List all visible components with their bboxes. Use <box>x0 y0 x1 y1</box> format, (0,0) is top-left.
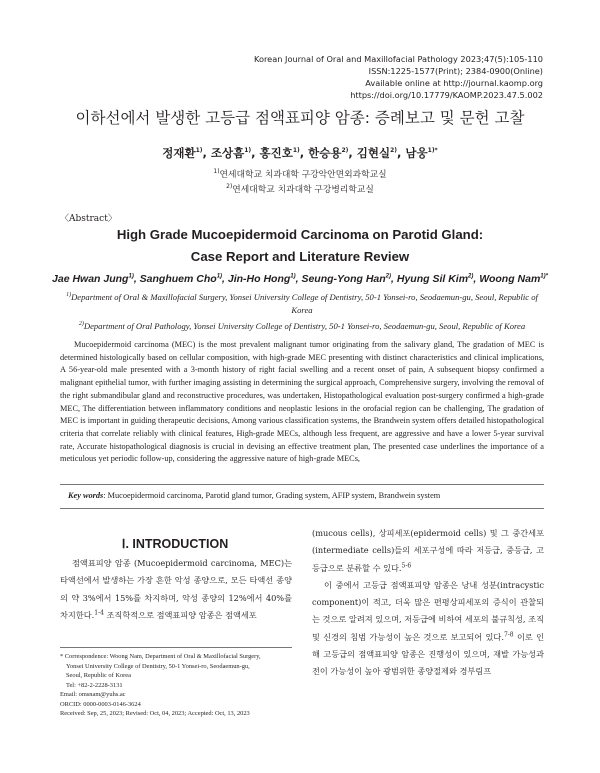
author-sup: 2) <box>468 273 474 280</box>
paragraph <box>312 525 544 577</box>
affiliation-text: Department of Oral Pathology, Yonsei University College of Dentistry, 50-1 Yonsei-ro, Seodaemun-gu, Seoul, Republic of Korea <box>83 321 526 331</box>
footnote-rule <box>60 647 292 648</box>
author-name: 조상흠 <box>210 146 245 160</box>
footnote-line: Yonsei University College of Dentistry, 50-1 Yonsei-ro, Seodaemun-gu, <box>66 662 250 670</box>
affiliation-sup: 1) <box>213 168 220 176</box>
journal-issn: ISSN:1225-1577(Print); 2384-0900(Online) <box>368 66 543 76</box>
paragraph-text: 이 중에서 고등급 점액표피양 암종은 낭내 성분(intracystic component)이 적고, 더욱 많은 편평상피세포의 증식이 관찰되는 것으로 알려져 있으며, 저등급에 비하여 세포의 불규칙성, 조직 및 신경의 침범 가능성이 높은 것으로 보고되어 있다. <box>312 579 544 642</box>
keywords-bottom-rule <box>60 508 544 509</box>
english-title-line-1: High Grade Mucoepidermoid Carcinoma on Parotid Gland: <box>116 227 484 242</box>
english-title-line-2: Case Report and Literature Review <box>190 249 410 264</box>
journal-doi: https://doi.org/10.17779/KAOMP.2023.47.5.002 <box>350 90 543 100</box>
english-affiliation-2 <box>60 320 544 333</box>
paragraph-text: 이로 인해 고등급의 점액표피양 암종은 진행성이 있으며, 재발 가능성과 전이 가능성이 높아 광범위한 종양절제와 경부림프 <box>312 631 544 677</box>
keywords-line <box>68 491 440 500</box>
citation-sup: 1-4 <box>94 609 104 617</box>
affiliation-sup: 2) <box>226 183 233 191</box>
journal-citation: Korean Journal of Oral and Maxillofacial Pathology 2023;47(5):105-110 <box>254 54 543 64</box>
author-name: 홍진호 <box>259 146 293 160</box>
korean-title: 이하선에서 발생한 고등급 점액표피양 암종: 증례보고 및 문헌 고찰 <box>75 109 525 127</box>
keywords-top-rule <box>60 484 544 485</box>
english-title <box>0 224 600 268</box>
paragraph <box>312 577 544 681</box>
author-name: 김현실 <box>356 146 391 160</box>
author-sup: 1)* <box>427 147 438 155</box>
author-name: 한승용 <box>308 146 342 160</box>
keywords-text: : Mucoepidermoid carcinoma, Parotid gland tumor, Grading system, AFIP system, Brandwein system <box>103 491 441 500</box>
korean-affiliation-1 <box>0 167 600 180</box>
author-name: Jae Hwan Jung <box>52 273 129 285</box>
author-sup: 1) <box>195 147 203 155</box>
footnote-line: ORCID: 0000-0003-0146-3624 <box>60 700 141 708</box>
affiliation-text: 연세대학교 치과대학 구강병리학교실 <box>232 185 374 195</box>
korean-affiliation-2 <box>0 182 600 195</box>
korean-authors: 정재환$^{1)}$, 조상흠$^{1)}$, 홍진호$^{1)}$, 한승용$^{2)}$, 김현실$^{2)}$, 남웅$^{1)*}$ <box>162 146 438 160</box>
abstract-body: Mucoepidermoid carcinoma (MEC) is the most prevalent malignant tumor originating from the salivary gland, The gradation of MEC is determined histologically based on cellular composition, with high-grade MEC presenting with distinct characteristics and clinical implications, A 56-year-old male presented with a 3-month history of right facial swelling and a recent onset of pain, A subsequent biopsy confirmed a malignant epithelial tumor, with further imaging assisting in determining the surgical approach, Comprehensive surgery, involving the removal of the right submandibular gland and reconstructive procedures, was undertaken, Histopathological evaluation post-surgery confirmed a high-grade MEC, The differentiation between inflammatory conditions and neoplastic lesions in the orofacial region can be challenging, The gradation of MEC is important in guiding therapeutic decisions, Among various classification systems, the Brandwein system offers detailed histopathological criteria that correlate reliably with clinical features, High-grade MECs, although less frequent, are aggressive and have a lower 5-year survival rate, Accurate histopathological diagnosis is crucial in devising an effective treatment plan, The presented case underlines the importance of a meticulous yet periodic follow-up, considering the aggressive nature of high-grade MECs, <box>60 340 544 464</box>
author-name: Woong Nam <box>479 273 541 285</box>
author-name: 정재환 <box>162 146 196 160</box>
affiliation-sup: 2) <box>78 321 84 328</box>
affiliation-text: 연세대학교 치과대학 구강악안면외과학교실 <box>219 170 387 180</box>
english-authors: Jae Hwan Jung$^{1)}$, Sanghuem Cho$^{1)}$, Jin-Ho Hong$^{1)}$, Seung-Yong Han$^{2)}$, Hyung Sil Kim$^{2)}$, Woong Nam$^{1)*}$ <box>52 273 548 285</box>
left-column-text <box>60 555 292 624</box>
affiliation-sup: 1) <box>66 292 72 299</box>
citation-sup: 7-8 <box>503 631 514 639</box>
journal-header <box>254 53 543 101</box>
footnote-line: Received: Sep, 25, 2023; Revised: Oct, 04, 2023; Accepted: Oct, 13, 2023 <box>60 710 250 717</box>
paragraph-text: 점액표피양 암종 (Mucoepidermoid carcinoma, MEC)는 타액선에서 발생하는 가장 흔한 악성 종양으로, 모든 타액선 종양의 약 3%에서 15%를 차지하며, 악성 종양의 12%에서 40%를 차지한다. <box>60 558 292 620</box>
english-affiliation-1 <box>60 291 544 317</box>
author-name: Jin-Ho Hong <box>227 273 291 285</box>
author-sup: 2) <box>385 273 392 280</box>
author-sup: 2) <box>341 147 349 155</box>
author-name: Sanghuem Cho <box>139 273 217 285</box>
introduction-heading: Ⅰ. INTRODUCTION <box>121 537 229 551</box>
author-sup: 1) <box>290 273 296 280</box>
author-sup: 1) <box>128 273 134 280</box>
author-name: Hyung Sil Kim <box>396 273 469 285</box>
author-sup: 1)* <box>540 273 548 280</box>
right-column-text <box>312 525 544 681</box>
author-sup: 1) <box>244 147 252 155</box>
footnote-line: Tel: +82-2-2228-3131 <box>66 681 123 689</box>
author-sup: 1) <box>216 273 223 280</box>
correspondence-footnote <box>60 652 292 719</box>
journal-url: Available online at http://journal.kaomp.org <box>365 78 543 88</box>
footnote-line: Email: omsnam@yuhs.ac <box>60 691 126 698</box>
paragraph-text: 조직학적으로 점액표피양 암종은 점액세포 <box>103 609 257 620</box>
author-name: Seung-Yong Han <box>301 273 386 285</box>
footnote-line: * Correspondence: Woong Nam, Department of Oral & Maxillofacial Surgery, <box>60 653 261 660</box>
footnote-line: Seoul, Republic of Korea <box>66 672 131 679</box>
abstract-label: 〈Abstract〉 <box>60 214 117 224</box>
keywords-label: Key words <box>68 491 104 500</box>
author-sup: 2) <box>390 147 398 155</box>
paragraph-text: (mucous cells), 상피세포(epidermoid cells) 및 그 중간세포(intermediate cells)들의 세포구성에 따라 저등급, 중등급, 고등급으로 분류할 수 있다. <box>312 528 544 573</box>
paragraph <box>60 555 292 624</box>
affiliation-text: Department of Oral & Maxillofacial Surgery, Yonsei University College of Dentistry, 50-1 Yonsei-ro, Seodaemun-gu, Seoul, Republic of Korea <box>71 292 538 315</box>
author-name: 남웅 <box>405 146 428 160</box>
author-sup: 1) <box>292 147 300 155</box>
citation-sup: 5-6 <box>401 561 412 569</box>
